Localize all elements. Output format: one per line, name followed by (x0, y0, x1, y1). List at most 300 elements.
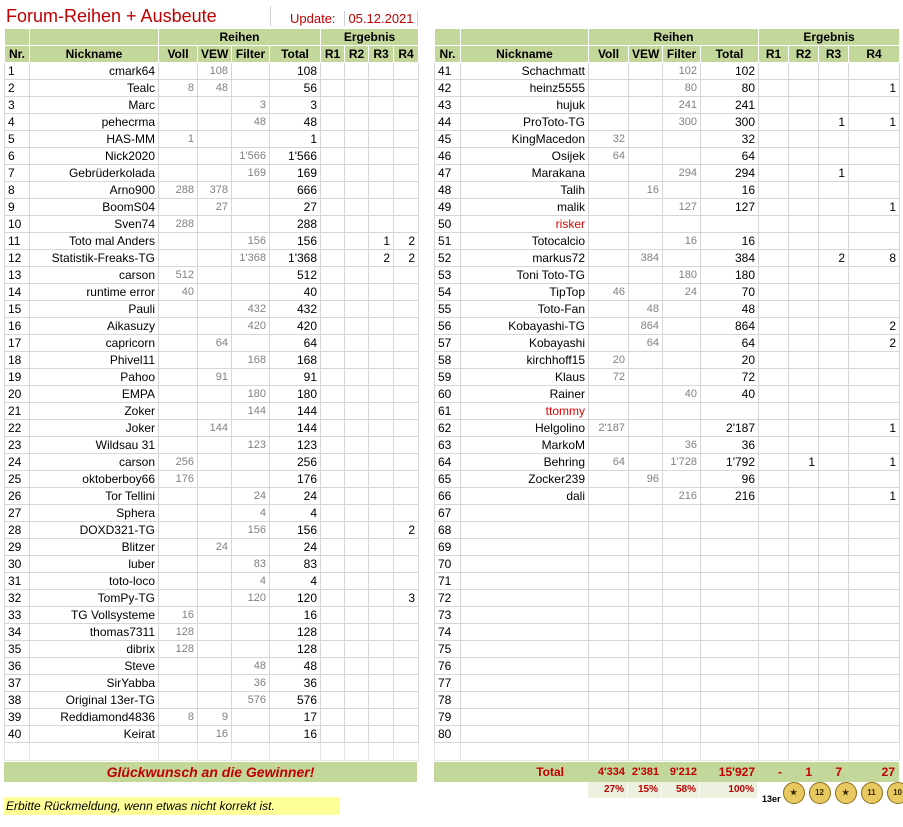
row-nr[interactable]: 79 (435, 709, 461, 726)
row-r1[interactable] (759, 539, 789, 556)
row-r1[interactable] (759, 675, 789, 692)
row-r3[interactable] (819, 369, 849, 386)
row-nr[interactable]: 62 (435, 420, 461, 437)
row-voll[interactable] (589, 573, 629, 590)
row-r1[interactable] (321, 675, 345, 692)
row-r4[interactable] (394, 624, 419, 641)
row-nickname[interactable]: Helgolino (461, 420, 589, 437)
row-vew[interactable] (198, 454, 232, 471)
row-total[interactable]: 16 (701, 182, 759, 199)
row-nickname[interactable]: Kobayashi-TG (461, 318, 589, 335)
row-total[interactable]: 123 (270, 437, 321, 454)
row-r1[interactable] (321, 199, 345, 216)
row-r3[interactable] (819, 199, 849, 216)
row-voll[interactable] (159, 437, 198, 454)
row-nickname[interactable]: carson (30, 267, 159, 284)
row-filter[interactable]: 48 (232, 658, 270, 675)
row-total[interactable]: 420 (270, 318, 321, 335)
row-nr[interactable]: 49 (435, 199, 461, 216)
row-vew[interactable]: 64 (198, 335, 232, 352)
row-voll[interactable]: 46 (589, 284, 629, 301)
row-r1[interactable] (321, 539, 345, 556)
row-r1[interactable] (759, 471, 789, 488)
row-voll[interactable]: 2'187 (589, 420, 629, 437)
row-r3[interactable] (819, 284, 849, 301)
row-r1[interactable] (321, 573, 345, 590)
row-r1[interactable] (321, 318, 345, 335)
row-vew[interactable] (198, 556, 232, 573)
row-r4[interactable] (394, 607, 419, 624)
row-vew[interactable] (198, 692, 232, 709)
row-nr[interactable]: 2 (5, 80, 30, 97)
row-r2[interactable] (345, 165, 369, 182)
row-voll[interactable] (589, 386, 629, 403)
row-r4[interactable] (394, 658, 419, 675)
row-nickname[interactable]: TipTop (461, 284, 589, 301)
row-r2[interactable] (345, 726, 369, 743)
row-nickname[interactable]: Zocker239 (461, 471, 589, 488)
row-nr[interactable]: 8 (5, 182, 30, 199)
row-r1[interactable] (321, 182, 345, 199)
row-vew[interactable] (198, 590, 232, 607)
row-vew[interactable] (198, 284, 232, 301)
empty-cell[interactable] (435, 743, 461, 761)
row-nickname[interactable] (461, 624, 589, 641)
row-vew[interactable] (198, 301, 232, 318)
row-filter[interactable]: 120 (232, 590, 270, 607)
row-r1[interactable] (759, 556, 789, 573)
row-r1[interactable] (759, 250, 789, 267)
row-r2[interactable] (789, 437, 819, 454)
row-r4[interactable]: 2 (394, 250, 419, 267)
row-vew[interactable] (629, 709, 663, 726)
row-voll[interactable] (589, 97, 629, 114)
row-total[interactable]: 1'792 (701, 454, 759, 471)
row-filter[interactable]: 123 (232, 437, 270, 454)
row-nickname[interactable]: risker (461, 216, 589, 233)
row-nr[interactable]: 1 (5, 63, 30, 80)
row-nickname[interactable]: Gebrüderkolada (30, 165, 159, 182)
row-vew[interactable] (629, 267, 663, 284)
row-total[interactable]: 1'368 (270, 250, 321, 267)
row-r3[interactable] (369, 607, 394, 624)
row-nickname[interactable]: Schachmatt (461, 63, 589, 80)
row-r2[interactable] (345, 573, 369, 590)
row-vew[interactable] (198, 522, 232, 539)
row-r1[interactable] (321, 641, 345, 658)
row-filter[interactable]: 241 (663, 97, 701, 114)
row-voll[interactable] (159, 301, 198, 318)
row-nickname[interactable] (461, 573, 589, 590)
row-vew[interactable] (198, 97, 232, 114)
row-total[interactable]: 83 (270, 556, 321, 573)
row-r3[interactable] (819, 539, 849, 556)
row-voll[interactable] (159, 165, 198, 182)
row-r1[interactable] (759, 335, 789, 352)
row-total[interactable]: 24 (270, 488, 321, 505)
row-r3[interactable] (819, 403, 849, 420)
row-nr[interactable]: 35 (5, 641, 30, 658)
row-total[interactable] (701, 624, 759, 641)
row-filter[interactable] (663, 216, 701, 233)
row-r4[interactable] (849, 233, 900, 250)
row-r4[interactable]: 3 (394, 590, 419, 607)
row-vew[interactable] (198, 658, 232, 675)
row-nickname[interactable]: Totocalcio (461, 233, 589, 250)
row-nr[interactable]: 57 (435, 335, 461, 352)
row-voll[interactable]: 128 (159, 624, 198, 641)
row-r3[interactable] (369, 131, 394, 148)
row-filter[interactable]: 16 (663, 233, 701, 250)
row-nr[interactable]: 23 (5, 437, 30, 454)
row-r4[interactable] (394, 335, 419, 352)
row-r3[interactable] (819, 63, 849, 80)
row-nr[interactable]: 41 (435, 63, 461, 80)
row-r1[interactable] (321, 369, 345, 386)
row-r2[interactable] (789, 692, 819, 709)
row-r3[interactable] (369, 641, 394, 658)
row-nr[interactable]: 67 (435, 505, 461, 522)
row-total[interactable]: 144 (270, 403, 321, 420)
row-nr[interactable]: 60 (435, 386, 461, 403)
row-filter[interactable] (663, 182, 701, 199)
row-nickname[interactable]: Toto-Fan (461, 301, 589, 318)
row-voll[interactable]: 512 (159, 267, 198, 284)
row-nr[interactable]: 48 (435, 182, 461, 199)
row-voll[interactable]: 32 (589, 131, 629, 148)
row-filter[interactable] (663, 556, 701, 573)
row-r1[interactable] (759, 233, 789, 250)
row-vew[interactable] (629, 590, 663, 607)
row-r3[interactable] (819, 573, 849, 590)
row-r4[interactable] (394, 675, 419, 692)
row-total[interactable]: 56 (270, 80, 321, 97)
row-voll[interactable] (589, 335, 629, 352)
row-r2[interactable] (789, 352, 819, 369)
row-r1[interactable] (759, 505, 789, 522)
row-nr[interactable]: 53 (435, 267, 461, 284)
row-total[interactable]: 156 (270, 233, 321, 250)
row-vew[interactable]: 64 (629, 335, 663, 352)
row-r2[interactable] (789, 284, 819, 301)
row-r4[interactable] (394, 369, 419, 386)
row-total[interactable]: 20 (701, 352, 759, 369)
row-nr[interactable]: 47 (435, 165, 461, 182)
row-nickname[interactable]: Wildsau 31 (30, 437, 159, 454)
row-r1[interactable] (321, 301, 345, 318)
row-r1[interactable] (759, 97, 789, 114)
empty-cell[interactable] (321, 743, 345, 761)
row-vew[interactable] (629, 97, 663, 114)
row-r3[interactable] (819, 675, 849, 692)
row-nickname[interactable]: Talih (461, 182, 589, 199)
row-voll[interactable] (589, 641, 629, 658)
row-r1[interactable] (321, 590, 345, 607)
row-nickname[interactable] (461, 505, 589, 522)
row-r2[interactable] (789, 420, 819, 437)
row-r2[interactable] (345, 386, 369, 403)
row-total[interactable]: 64 (270, 335, 321, 352)
row-total[interactable] (701, 641, 759, 658)
row-nr[interactable]: 71 (435, 573, 461, 590)
row-total[interactable]: 40 (270, 284, 321, 301)
row-r1[interactable] (321, 165, 345, 182)
row-r2[interactable] (345, 658, 369, 675)
row-vew[interactable]: 48 (629, 301, 663, 318)
row-nickname[interactable]: Klaus (461, 369, 589, 386)
row-r3[interactable] (369, 505, 394, 522)
row-r3[interactable] (369, 726, 394, 743)
row-r2[interactable] (789, 80, 819, 97)
row-r2[interactable] (789, 301, 819, 318)
row-r2[interactable] (789, 471, 819, 488)
row-total[interactable]: 180 (701, 267, 759, 284)
row-r2[interactable] (345, 284, 369, 301)
row-voll[interactable] (589, 301, 629, 318)
row-nickname[interactable]: HAS-MM (30, 131, 159, 148)
row-filter[interactable] (663, 250, 701, 267)
empty-cell[interactable] (270, 743, 321, 761)
row-r4[interactable] (849, 607, 900, 624)
row-nickname[interactable]: Reddiamond4836 (30, 709, 159, 726)
row-nr[interactable]: 22 (5, 420, 30, 437)
row-filter[interactable] (663, 420, 701, 437)
empty-cell[interactable] (232, 743, 270, 761)
row-voll[interactable] (589, 233, 629, 250)
row-vew[interactable]: 864 (629, 318, 663, 335)
row-nr[interactable]: 29 (5, 539, 30, 556)
row-r3[interactable] (369, 165, 394, 182)
row-filter[interactable] (663, 148, 701, 165)
row-vew[interactable] (629, 114, 663, 131)
row-nickname[interactable]: Zoker (30, 403, 159, 420)
row-nr[interactable]: 50 (435, 216, 461, 233)
row-voll[interactable] (159, 488, 198, 505)
row-r3[interactable] (369, 437, 394, 454)
row-vew[interactable] (198, 573, 232, 590)
row-r1[interactable] (321, 97, 345, 114)
row-nickname[interactable] (461, 590, 589, 607)
row-r4[interactable] (394, 114, 419, 131)
row-vew[interactable] (629, 386, 663, 403)
row-voll[interactable] (159, 233, 198, 250)
row-voll[interactable]: 288 (159, 216, 198, 233)
row-r4[interactable] (849, 148, 900, 165)
row-total[interactable]: 40 (701, 386, 759, 403)
row-r4[interactable] (394, 386, 419, 403)
row-r2[interactable] (345, 692, 369, 709)
row-r3[interactable] (819, 454, 849, 471)
row-vew[interactable] (629, 692, 663, 709)
row-total[interactable] (701, 403, 759, 420)
row-vew[interactable] (629, 420, 663, 437)
row-total[interactable]: 300 (701, 114, 759, 131)
row-total[interactable]: 1'566 (270, 148, 321, 165)
row-r3[interactable] (369, 454, 394, 471)
row-r3[interactable] (369, 63, 394, 80)
row-total[interactable] (701, 522, 759, 539)
row-voll[interactable] (159, 386, 198, 403)
row-vew[interactable] (198, 488, 232, 505)
row-r4[interactable] (394, 403, 419, 420)
row-r2[interactable] (345, 709, 369, 726)
row-filter[interactable] (232, 454, 270, 471)
row-r1[interactable] (759, 437, 789, 454)
row-total[interactable]: 156 (270, 522, 321, 539)
row-filter[interactable] (232, 80, 270, 97)
row-filter[interactable]: 169 (232, 165, 270, 182)
row-vew[interactable] (629, 369, 663, 386)
row-voll[interactable] (589, 488, 629, 505)
row-r4[interactable] (849, 267, 900, 284)
row-nickname[interactable] (461, 641, 589, 658)
row-vew[interactable] (198, 233, 232, 250)
row-total[interactable]: 666 (270, 182, 321, 199)
row-nickname[interactable] (461, 556, 589, 573)
row-r1[interactable] (321, 63, 345, 80)
row-total[interactable]: 48 (270, 114, 321, 131)
row-nr[interactable]: 19 (5, 369, 30, 386)
row-nickname[interactable]: Statistik-Freaks-TG (30, 250, 159, 267)
row-r1[interactable] (321, 624, 345, 641)
row-r4[interactable] (394, 420, 419, 437)
row-total[interactable]: 216 (701, 488, 759, 505)
row-total[interactable]: 80 (701, 80, 759, 97)
row-total[interactable]: 2'187 (701, 420, 759, 437)
row-r1[interactable] (321, 607, 345, 624)
row-r2[interactable] (345, 641, 369, 658)
row-r3[interactable] (819, 216, 849, 233)
row-r2[interactable] (345, 607, 369, 624)
row-nr[interactable]: 72 (435, 590, 461, 607)
row-r3[interactable] (369, 318, 394, 335)
row-total[interactable]: 180 (270, 386, 321, 403)
row-voll[interactable] (589, 80, 629, 97)
row-r3[interactable] (819, 233, 849, 250)
row-total[interactable]: 127 (701, 199, 759, 216)
row-r4[interactable] (394, 267, 419, 284)
row-r4[interactable] (849, 675, 900, 692)
row-vew[interactable] (629, 505, 663, 522)
row-r2[interactable] (789, 539, 819, 556)
row-r4[interactable] (849, 403, 900, 420)
row-nickname[interactable]: hujuk (461, 97, 589, 114)
row-voll[interactable] (159, 726, 198, 743)
row-filter[interactable]: 83 (232, 556, 270, 573)
row-filter[interactable] (232, 709, 270, 726)
row-r3[interactable] (369, 556, 394, 573)
row-r3[interactable] (819, 709, 849, 726)
row-vew[interactable] (629, 352, 663, 369)
row-r4[interactable]: 8 (849, 250, 900, 267)
row-r4[interactable] (849, 386, 900, 403)
row-vew[interactable] (198, 352, 232, 369)
row-filter[interactable]: 24 (232, 488, 270, 505)
row-r1[interactable] (759, 607, 789, 624)
row-r4[interactable] (849, 709, 900, 726)
row-voll[interactable] (159, 318, 198, 335)
row-r4[interactable] (394, 148, 419, 165)
row-nickname[interactable]: Sven74 (30, 216, 159, 233)
row-r3[interactable] (369, 709, 394, 726)
row-r4[interactable] (394, 131, 419, 148)
row-r2[interactable] (789, 488, 819, 505)
row-r2[interactable] (789, 522, 819, 539)
row-total[interactable] (701, 590, 759, 607)
row-nickname[interactable] (461, 692, 589, 709)
row-filter[interactable] (232, 131, 270, 148)
row-filter[interactable] (232, 216, 270, 233)
row-vew[interactable] (629, 454, 663, 471)
row-filter[interactable] (663, 471, 701, 488)
row-nickname[interactable]: Rainer (461, 386, 589, 403)
row-r3[interactable] (819, 80, 849, 97)
row-vew[interactable] (198, 675, 232, 692)
row-voll[interactable] (159, 199, 198, 216)
row-r1[interactable] (321, 80, 345, 97)
row-voll[interactable] (589, 624, 629, 641)
row-filter[interactable] (663, 522, 701, 539)
row-r1[interactable] (759, 301, 789, 318)
row-r4[interactable] (394, 505, 419, 522)
row-r1[interactable] (321, 352, 345, 369)
row-nickname[interactable]: Toni Toto-TG (461, 267, 589, 284)
row-r4[interactable] (849, 522, 900, 539)
row-r1[interactable] (759, 114, 789, 131)
row-r1[interactable] (759, 165, 789, 182)
row-r2[interactable] (789, 148, 819, 165)
row-vew[interactable] (198, 114, 232, 131)
row-r3[interactable] (369, 352, 394, 369)
row-filter[interactable]: 180 (232, 386, 270, 403)
row-vew[interactable]: 144 (198, 420, 232, 437)
row-r4[interactable] (394, 301, 419, 318)
row-nickname[interactable]: Aikasuzy (30, 318, 159, 335)
row-vew[interactable] (629, 641, 663, 658)
row-voll[interactable] (159, 335, 198, 352)
row-nr[interactable]: 9 (5, 199, 30, 216)
row-r3[interactable] (369, 658, 394, 675)
row-nickname[interactable]: Pauli (30, 301, 159, 318)
row-r2[interactable] (789, 250, 819, 267)
row-filter[interactable]: 576 (232, 692, 270, 709)
empty-cell[interactable] (30, 743, 159, 761)
row-nr[interactable]: 25 (5, 471, 30, 488)
row-voll[interactable] (589, 318, 629, 335)
row-nickname[interactable]: Behring (461, 454, 589, 471)
row-nickname[interactable]: Joker (30, 420, 159, 437)
row-nr[interactable]: 39 (5, 709, 30, 726)
row-voll[interactable] (589, 216, 629, 233)
row-r3[interactable] (819, 182, 849, 199)
row-r1[interactable] (759, 488, 789, 505)
row-r4[interactable] (849, 182, 900, 199)
row-r2[interactable] (345, 318, 369, 335)
row-r3[interactable] (819, 437, 849, 454)
row-r4[interactable] (849, 131, 900, 148)
row-r4[interactable] (394, 284, 419, 301)
row-nickname[interactable]: toto-loco (30, 573, 159, 590)
row-voll[interactable] (589, 726, 629, 743)
row-voll[interactable] (159, 505, 198, 522)
row-filter[interactable]: 127 (663, 199, 701, 216)
row-r4[interactable]: 1 (849, 420, 900, 437)
row-filter[interactable] (663, 573, 701, 590)
row-filter[interactable] (232, 284, 270, 301)
row-filter[interactable] (663, 675, 701, 692)
row-vew[interactable]: 24 (198, 539, 232, 556)
row-voll[interactable] (159, 97, 198, 114)
